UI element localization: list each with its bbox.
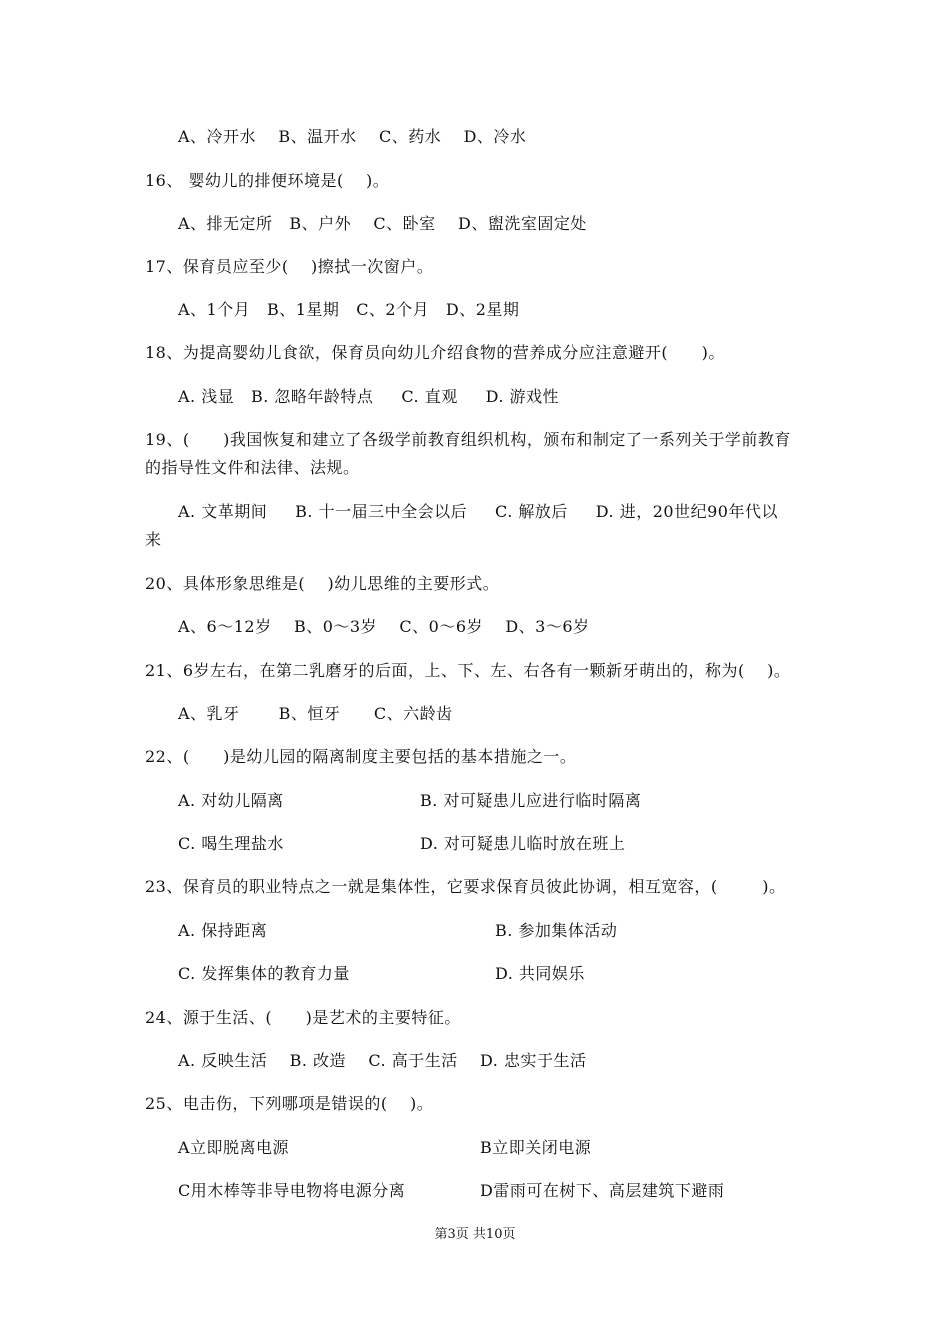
q16-options: A、排无定所 B、户外 C、卧室 D、盥洗室固定处 (178, 214, 587, 233)
q25-option-a: A立即脱离电源 (178, 1138, 290, 1157)
q24-options: A. 反映生活 B. 改造 C. 高于生活 D. 忠实于生活 (178, 1051, 587, 1070)
q25-option-c: C用木棒等非导电物将电源分离 (178, 1181, 406, 1200)
q23-option-b: B. 参加集体活动 (495, 921, 618, 940)
q25-question: 25、电击伤，下列哪项是错误的( )。 (145, 1094, 434, 1113)
q23-option-c: C. 发挥集体的教育力量 (178, 964, 350, 983)
q25-option-b: B立即关闭电源 (480, 1138, 592, 1157)
q20-options: A、6～12岁 B、0～3岁 C、0～6岁 D、3～6岁 (178, 617, 590, 636)
page-footer: 第3页 共10页 (434, 1227, 516, 1242)
q20-question: 20、具体形象思维是( )幼儿思维的主要形式。 (145, 574, 500, 593)
q24-question: 24、源于生活、( )是艺术的主要特征。 (145, 1008, 461, 1027)
q18-question: 18、为提高婴幼儿食欲，保育员向幼儿介绍食物的营养成分应注意避开( )。 (145, 343, 725, 362)
q21-options: A、乳牙 B、恒牙 C、六龄齿 (178, 704, 453, 723)
q19-question-line2: 的指导性文件和法律、法规。 (145, 458, 360, 477)
q23-option-d: D. 共同娱乐 (495, 964, 585, 983)
q22-question: 22、( )是幼儿园的隔离制度主要包括的基本措施之一。 (145, 747, 577, 766)
q19-options-line2: 来 (145, 530, 162, 549)
q22-option-b: B. 对可疑患儿应进行临时隔离 (420, 791, 642, 810)
q21-question: 21、6岁左右，在第二乳磨牙的后面，上、下、左、右各有一颗新牙萌出的，称为( )。 (145, 661, 791, 680)
q18-options: A. 浅显 B. 忽略年龄特点 C. 直观 D. 游戏性 (178, 387, 560, 406)
q15-options: A、冷开水 B、温开水 C、药水 D、冷水 (178, 127, 527, 146)
q19-options-line1: A. 文革期间 B. 十一届三中全会以后 C. 解放后 D. 进，20世纪90年代以 (178, 502, 778, 521)
q22-option-d: D. 对可疑患儿临时放在班上 (420, 834, 626, 853)
q23-option-a: A. 保持距离 (178, 921, 268, 940)
q23-question: 23、保育员的职业特点之一就是集体性，它要求保育员彼此协调，相互宽容，( )。 (145, 877, 786, 896)
q16-question: 16、 婴幼儿的排便环境是( )。 (145, 171, 390, 190)
q22-option-c: C. 喝生理盐水 (178, 834, 284, 853)
q17-options: A、1个月 B、1星期 C、2个月 D、2星期 (178, 300, 520, 319)
q19-question-line1: 19、( )我国恢复和建立了各级学前教育组织机构，颁布和制定了一系列关于学前教育 (145, 430, 791, 449)
q22-option-a: A. 对幼儿隔离 (178, 791, 284, 810)
q17-question: 17、保育员应至少( )擦拭一次窗户。 (145, 257, 434, 276)
q25-option-d: D雷雨可在树下、高层建筑下避雨 (480, 1181, 725, 1200)
